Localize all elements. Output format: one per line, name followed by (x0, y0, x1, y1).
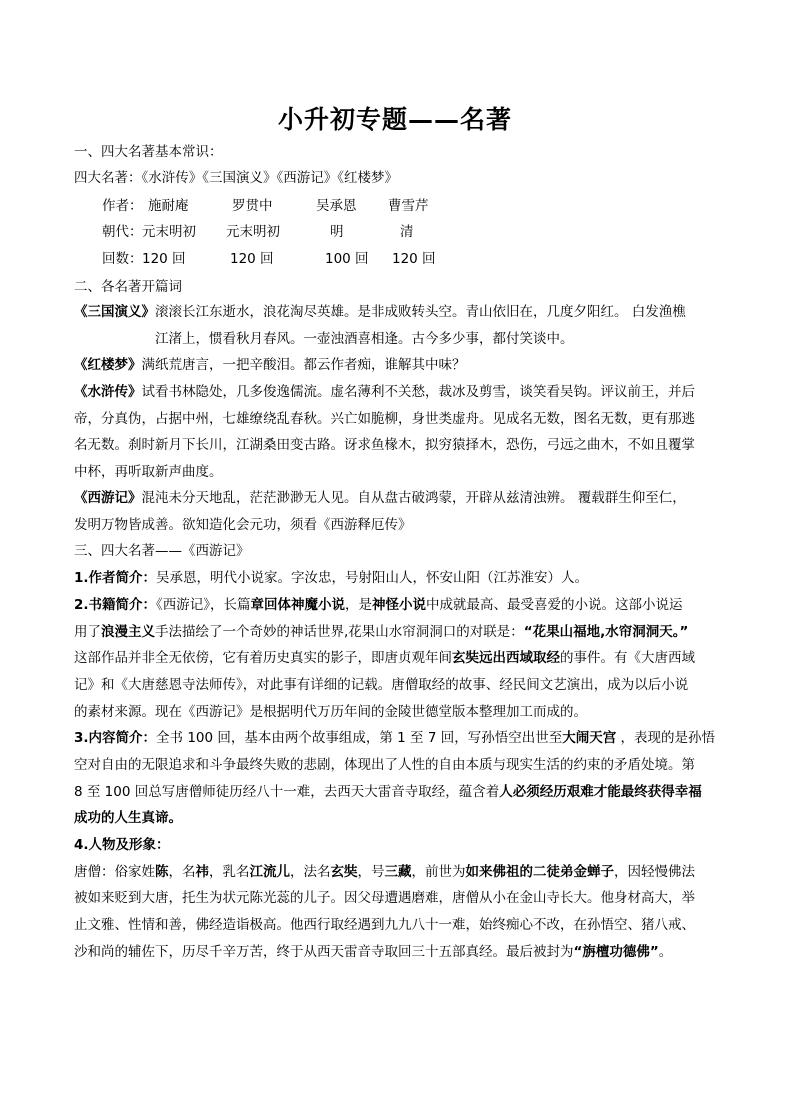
content-intro-line: 成功的人生真谛。 (74, 810, 182, 826)
page-title: 小升初专题——名著 (277, 105, 512, 134)
opening-text: 试看书林隐处，几多俊逸儒流。虚名薄利不关愁，裁冰及剪雪，谈笑看吴钩。评议前王，并后 (141, 384, 695, 400)
couplet-text: “花果山福地,水帘洞洞天。” (523, 624, 689, 640)
emphasis-text: 人必须经历艰难才能最终获得幸福 (499, 784, 702, 800)
item-text: 吴承恩，明代小说家。字汝忠，号射阳山人，怀安山阳（江苏淮安）人。 (156, 570, 589, 586)
chapters-cell: 120 回 (392, 251, 436, 267)
emphasis-text: “旃檀功德佛” (573, 944, 659, 960)
emphasis-text: 玄奘远出西域取经 (452, 650, 560, 666)
author-cell: 吴承恩 (316, 198, 357, 214)
item-text: ，前世为 (411, 864, 466, 880)
opening-text: 发明万物皆成善。欲知造化会元功，须看《西游释厄传》 (74, 517, 412, 533)
item-text: ，乳名 (209, 864, 250, 880)
section-1-heading: 一、四大名著基本常识： (74, 144, 223, 160)
dynasty-cell: 清 (400, 224, 414, 240)
item-text: 《西游记》，长篇 (156, 597, 251, 613)
item-label: 3.内容简介： (74, 730, 157, 746)
characters-heading: 4.人物及形象： (74, 837, 170, 853)
book-intro-line: 记》和《大唐慈恩寺法师传》，对此事有详细的记载。唐僧取经的故事、经民间文艺演出，成为以后小说 (74, 677, 689, 693)
book-intro (74, 593, 683, 617)
emphasis-text: 江流儿 (249, 864, 290, 880)
dynasty-label: 朝代： (102, 224, 143, 240)
content-intro-line: 空对自由的无限追求和斗争最终失败的悲剧，体现出了人性的自由本质与现实生活的约束的矛盾处境。第 (74, 757, 695, 773)
item-text: 8 至 100 回总写唐僧师徒历经八十一难，去西天大雷音寺取经，蕴含着 (74, 784, 500, 800)
book-title: 《西游记》 (74, 490, 142, 506)
emphasis-text: 玄奘 (330, 864, 358, 880)
tangseng-profile-line (74, 940, 672, 964)
item-text: ，表现的是孙悟 (616, 730, 716, 746)
item-text: 全书 100 回，基本由两个故事组成，第 1 至 7 回，写孙悟空出世至 (156, 730, 563, 746)
dynasty-cell: 元末明初 (226, 224, 280, 240)
opening-sanguo (74, 300, 686, 324)
book-intro-line (74, 646, 695, 670)
chapters-label: 回数： (102, 251, 143, 267)
chapters-cell: 120 回 (142, 251, 186, 267)
emphasis-text: 三藏 (384, 864, 412, 880)
tangseng-profile-line: 止文雅、性情和善，佛经造诣极高。他西行取经遇到九九八十一难，始终痴心不改，在孙悟空、猪八戒、 (74, 917, 695, 933)
item-text: 手法描绘了一个奇妙的神话世界,花果山水帘洞洞口的对联是： (155, 624, 524, 640)
tangseng-profile-line: 被如来贬到大唐，托生为状元陈光蕊的儿子。因父母遭遇磨难，唐僧从小在金山寺长大。他身材高大，举 (74, 890, 695, 906)
section-2-heading: 二、各名著开篇词 (74, 279, 182, 295)
four-classics-line: 四大名著：《水浒传》《三国演义》《西游记》《红楼梦》 (74, 170, 398, 186)
opening-text: 混沌未分天地乱，茫茫渺渺无人见。自从盘古破鸿蒙，开辟从兹清浊辨。 覆载群生仰至仁， (141, 490, 686, 506)
opening-text: 帝，分真伪，占据中州，七雄缭绕乱春秋。兴亡如脆柳，身世类虚舟。见成名无数，图名无数，更有那逃 (74, 411, 695, 427)
opening-text: 名无数。刹时新月下长川，江湖桑田变古路。讶求鱼椽木，拟穷猿择木，恐伤，弓远之曲木，不如且覆掌 (74, 437, 695, 453)
item-text: 中成就最高、最受喜爱的小说。这部小说运 (426, 597, 683, 613)
item-text: 沙和尚的辅佐下，历尽千辛万苦，终于从西天雷音寺取回三十五部真经。最后被封为 (74, 944, 574, 960)
emphasis-text: 章回体神魔小说 (250, 597, 346, 613)
author-intro (74, 566, 588, 590)
book-intro-line: 的素材来源。现在《西游记》是根据明代万历年间的金陵世德堂版本整理加工而成的。 (74, 704, 587, 720)
opening-text: 滚滚长江东逝水，浪花淘尽英雄。是非成败转头空。青山依旧在，几度夕阳红。 白发渔樵 (155, 304, 686, 320)
dynasty-cell: 明 (330, 224, 344, 240)
author-cell: 施耐庵 (148, 198, 189, 214)
item-text: ，名 (168, 864, 196, 880)
opening-shuihu (74, 380, 695, 404)
item-text: 的事件。有《大唐西域 (560, 650, 695, 666)
content-intro (74, 726, 715, 750)
author-cell: 罗贯中 (232, 198, 273, 214)
item-text: 。 (658, 944, 673, 960)
item-label: 1.作者简介： (74, 570, 157, 586)
authors-label: 作者： (102, 198, 143, 214)
emphasis-text: 大闹天宫 (562, 730, 617, 746)
book-title: 《三国演义》 (74, 304, 155, 320)
chapters-cell: 100 回 (325, 251, 369, 267)
opening-honglou (74, 353, 466, 377)
item-label: 2.书籍简介： (74, 597, 157, 613)
item-text: ，号 (357, 864, 385, 880)
emphasis-text: 陈 (155, 864, 169, 880)
content-intro-line (74, 780, 702, 804)
book-title: 《水浒传》 (74, 384, 142, 400)
book-intro-line (74, 620, 688, 644)
emphasis-text: 如来佛祖的二徒弟金蝉子 (465, 864, 614, 880)
opening-text: 中杯，再听取新声曲度。 (74, 464, 223, 480)
author-cell: 曹雪芹 (388, 198, 429, 214)
item-text: ，法名 (290, 864, 331, 880)
opening-text: 满纸荒唐言，一把辛酸泪。都云作者痴，谁解其中味？ (141, 357, 466, 373)
item-text: 用了 (74, 624, 101, 640)
item-text: ，因轻慢佛法 (614, 864, 695, 880)
item-text: ，是 (345, 597, 373, 613)
emphasis-text: 祎 (195, 864, 209, 880)
emphasis-text: 浪漫主义 (101, 624, 155, 640)
item-text: 唐僧：俗家姓 (74, 864, 155, 880)
chapters-cell: 120 回 (230, 251, 274, 267)
emphasis-text: 神怪小说 (372, 597, 427, 613)
opening-text: 江渚上，惯看秋月春风。一壶浊酒喜相逢。古今多少事，都付笑谈中。 (155, 331, 574, 347)
section-3-heading: 三、四大名著——《西游记》 (74, 543, 250, 559)
dynasty-cell: 元末明初 (142, 224, 196, 240)
book-title: 《红楼梦》 (74, 357, 142, 373)
tangseng-profile (74, 860, 695, 884)
opening-xiyou (74, 486, 686, 510)
item-text: 这部作品并非全无依傍，它有着历史真实的影子，即唐贞观年间 (74, 650, 452, 666)
